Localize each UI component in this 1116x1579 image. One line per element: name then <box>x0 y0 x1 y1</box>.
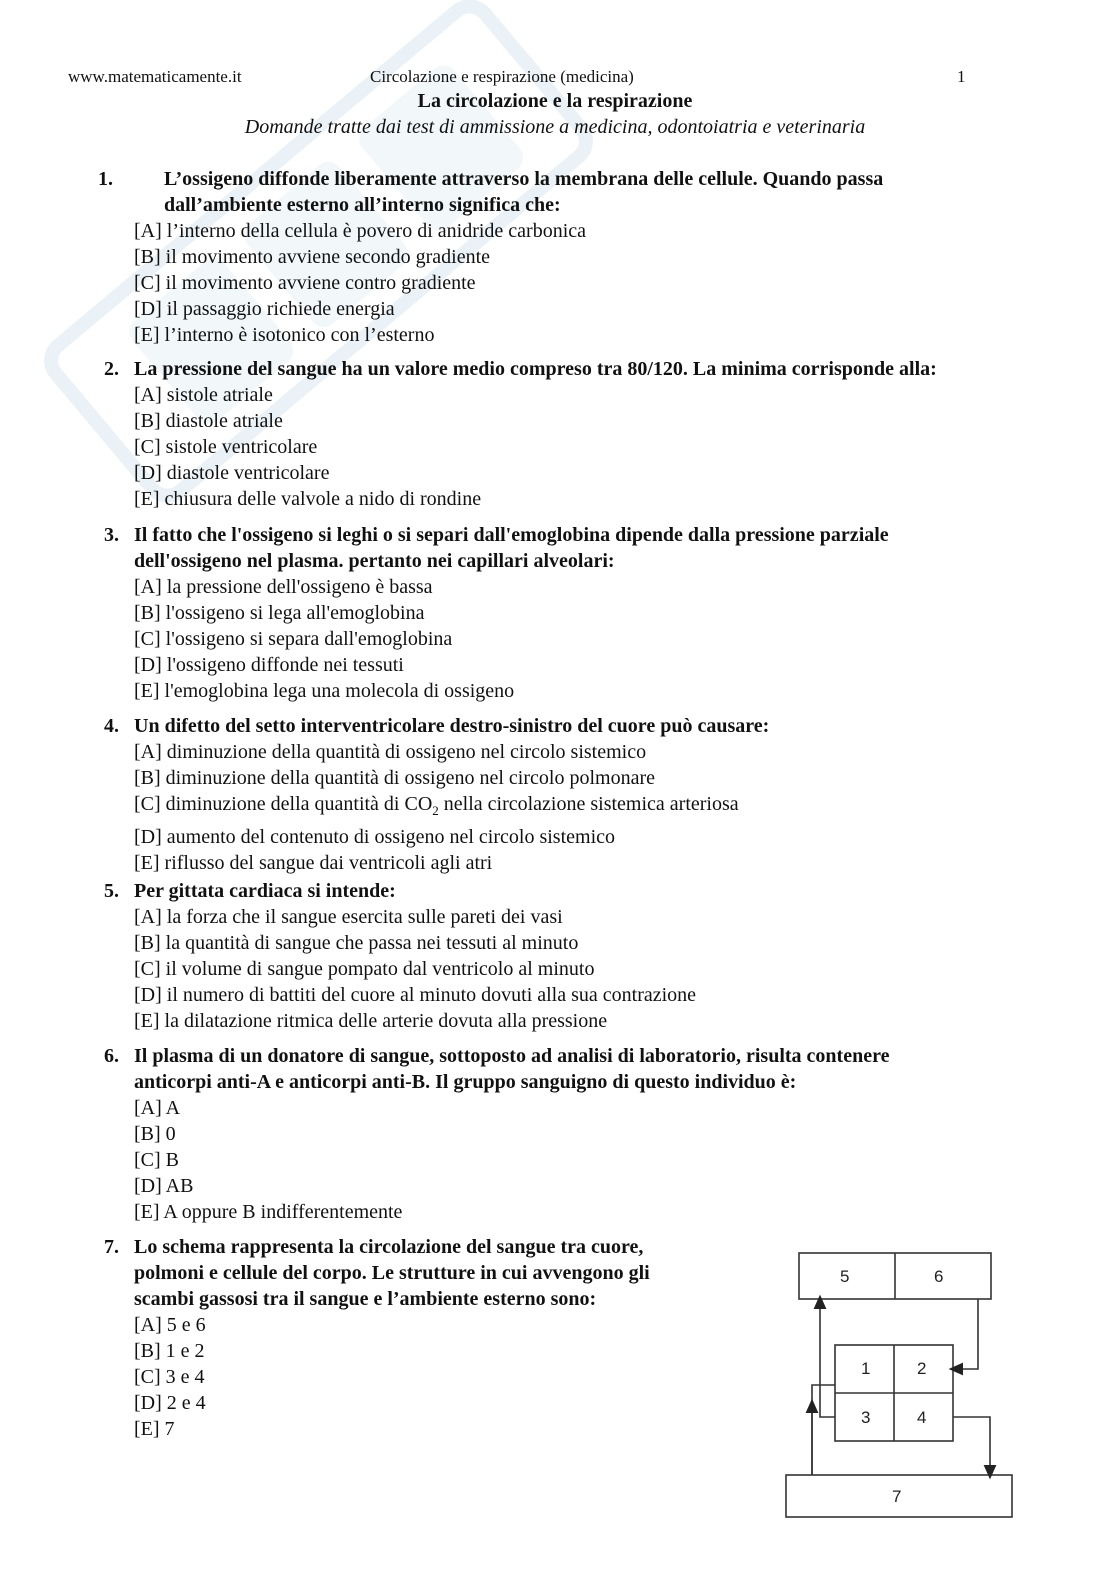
option-list <box>134 739 739 876</box>
page-title: La circolazione e la respirazione <box>417 90 693 112</box>
option-a[interactable]: [A] diminuzione della quantità di ossigeno nel circolo sistemico <box>134 741 647 763</box>
question-stem <box>164 166 984 218</box>
option-a[interactable]: [A] sistole atriale <box>134 384 273 406</box>
question-number: 6. <box>104 1045 119 1067</box>
option-d[interactable]: [D] 2 e 4 <box>134 1392 206 1414</box>
option-a[interactable]: [A] la pressione dell'ossigeno è bassa <box>134 576 433 598</box>
header-course: Circolazione e respirazione (medicina) <box>370 67 634 86</box>
option-d[interactable]: [D] AB <box>134 1175 194 1197</box>
label-1: 1 <box>861 1359 871 1378</box>
arrow-lungs-to-heart <box>955 1299 978 1369</box>
stem-line: dell'ossigeno nel plasma. pertanto nei capillari alveolari: <box>134 550 615 572</box>
label-7: 7 <box>892 1487 902 1506</box>
stem-line: La pressione del sangue ha un valore medio compreso tra 80/120. La minima corrisponde alla: <box>134 358 937 380</box>
option-b[interactable]: [B] 1 e 2 <box>134 1340 205 1362</box>
question-number: 2. <box>104 358 119 380</box>
option-c[interactable] <box>134 791 739 824</box>
question-number: 1. <box>98 168 113 190</box>
option-a[interactable]: [A] l’interno della cellula è povero di anidride carbonica <box>134 220 587 242</box>
question-number: 7. <box>104 1236 119 1258</box>
question-number: 3. <box>104 524 119 546</box>
option-list <box>134 218 586 348</box>
option-b[interactable]: [B] 0 <box>134 1123 176 1145</box>
question-stem <box>134 1043 1044 1095</box>
option-e[interactable]: [E] riflusso del sangue dai ventricoli agli atri <box>134 852 493 874</box>
option-e[interactable]: [E] A oppure B indifferentemente <box>134 1201 403 1223</box>
page-subtitle: Domande tratte dai test di ammissione a medicina, odontoiatria e veterinaria <box>244 116 866 138</box>
option-d[interactable]: [D] il passaggio richiede energia <box>134 298 395 320</box>
option-b[interactable]: [B] il movimento avviene secondo gradiente <box>134 246 491 268</box>
question-number: 5. <box>104 880 119 902</box>
stem-line: dall’ambiente esterno all’interno significa che: <box>164 194 561 216</box>
option-d[interactable]: [D] aumento del contenuto di ossigeno nel circolo sistemico <box>134 826 615 848</box>
option-e[interactable]: [E] l’interno è isotonico con l’esterno <box>134 324 435 346</box>
option-e[interactable]: [E] la dilatazione ritmica delle arterie dovuta alla pressione <box>134 1010 608 1032</box>
option-c[interactable]: [C] 3 e 4 <box>134 1366 205 1388</box>
option-a[interactable]: [A] A <box>134 1097 181 1119</box>
stem-line: anticorpi anti-A e anticorpi anti-B. Il gruppo sanguigno di questo individuo è: <box>134 1071 797 1093</box>
arrow-body-to-heart <box>812 1385 835 1475</box>
label-2: 2 <box>917 1359 927 1378</box>
page-number: 1 <box>957 67 966 86</box>
circulation-diagram <box>780 1245 1020 1525</box>
option-e[interactable]: [E] chiusura delle valvole a nido di rondine <box>134 488 482 510</box>
label-4: 4 <box>917 1408 927 1427</box>
option-b[interactable]: [B] la quantità di sangue che passa nei tessuti al minuto <box>134 932 579 954</box>
option-b[interactable]: [B] l'ossigeno si lega all'emoglobina <box>134 602 425 624</box>
option-b[interactable]: [B] diminuzione della quantità di ossigeno nel circolo polmonare <box>134 767 655 789</box>
option-e[interactable]: [E] l'emoglobina lega una molecola di ossigeno <box>134 680 515 702</box>
stem-line: L’ossigeno diffonde liberamente attraverso la membrana delle cellule. Quando passa <box>164 168 884 190</box>
stem-line: polmoni e cellule del corpo. Le strutture in cui avvengono gli <box>134 1262 650 1284</box>
stem-line: Lo schema rappresenta la circolazione del sangue tra cuore, <box>134 1236 644 1258</box>
stem-line: Un difetto del setto interventricolare destro-sinistro del cuore può causare: <box>134 715 770 737</box>
option-a[interactable]: [A] 5 e 6 <box>134 1314 206 1336</box>
question-stem <box>134 522 1044 574</box>
question-stem <box>134 356 1044 382</box>
label-5: 5 <box>840 1267 850 1286</box>
option-c-subscript: 2 <box>432 803 439 818</box>
option-c[interactable]: [C] B <box>134 1149 179 1171</box>
option-list <box>134 1312 206 1442</box>
option-c-text: [C] diminuzione della quantità di CO <box>134 793 433 815</box>
stem-line: Il fatto che l'ossigeno si leghi o si separi dall'emoglobina dipende dalla pressione parziale <box>134 524 889 546</box>
option-c-text-end: nella circolazione sistemica arteriosa <box>438 793 739 815</box>
stem-line: scambi gassosi tra il sangue e l’ambiente esterno sono: <box>134 1288 597 1310</box>
stem-line: Il plasma di un donatore di sangue, sottoposto ad analisi di laboratorio, risulta contenere <box>134 1045 890 1067</box>
question-stem <box>134 1234 760 1312</box>
option-a[interactable]: [A] la forza che il sangue esercita sulle pareti dei vasi <box>134 906 563 928</box>
question-stem <box>134 713 1044 739</box>
option-b[interactable]: [B] diastole atriale <box>134 410 283 432</box>
option-c[interactable]: [C] il volume di sangue pompato dal ventricolo al minuto <box>134 958 595 980</box>
option-d[interactable]: [D] l'ossigeno diffonde nei tessuti <box>134 654 404 676</box>
arrow-heart-to-body <box>953 1417 990 1473</box>
arrow-heart-to-lungs <box>820 1301 835 1417</box>
option-d[interactable]: [D] il numero di battiti del cuore al minuto dovuti alla sua contrazione <box>134 984 697 1006</box>
option-e[interactable]: [E] 7 <box>134 1418 175 1440</box>
header-site: www.matematicamente.it <box>68 67 242 86</box>
option-c[interactable]: [C] sistole ventricolare <box>134 436 318 458</box>
stem-line: Per gittata cardiaca si intende: <box>134 880 396 902</box>
option-c[interactable]: [C] l'ossigeno si separa dall'emoglobina <box>134 628 453 650</box>
option-list <box>134 382 481 512</box>
option-list <box>134 574 514 704</box>
label-3: 3 <box>861 1408 871 1427</box>
option-list <box>134 904 696 1034</box>
question-stem <box>134 878 1044 904</box>
option-c[interactable]: [C] il movimento avviene contro gradiente <box>134 272 476 294</box>
option-list <box>134 1095 402 1225</box>
option-d[interactable]: [D] diastole ventricolare <box>134 462 330 484</box>
question-number: 4. <box>104 715 119 737</box>
label-6: 6 <box>934 1267 944 1286</box>
